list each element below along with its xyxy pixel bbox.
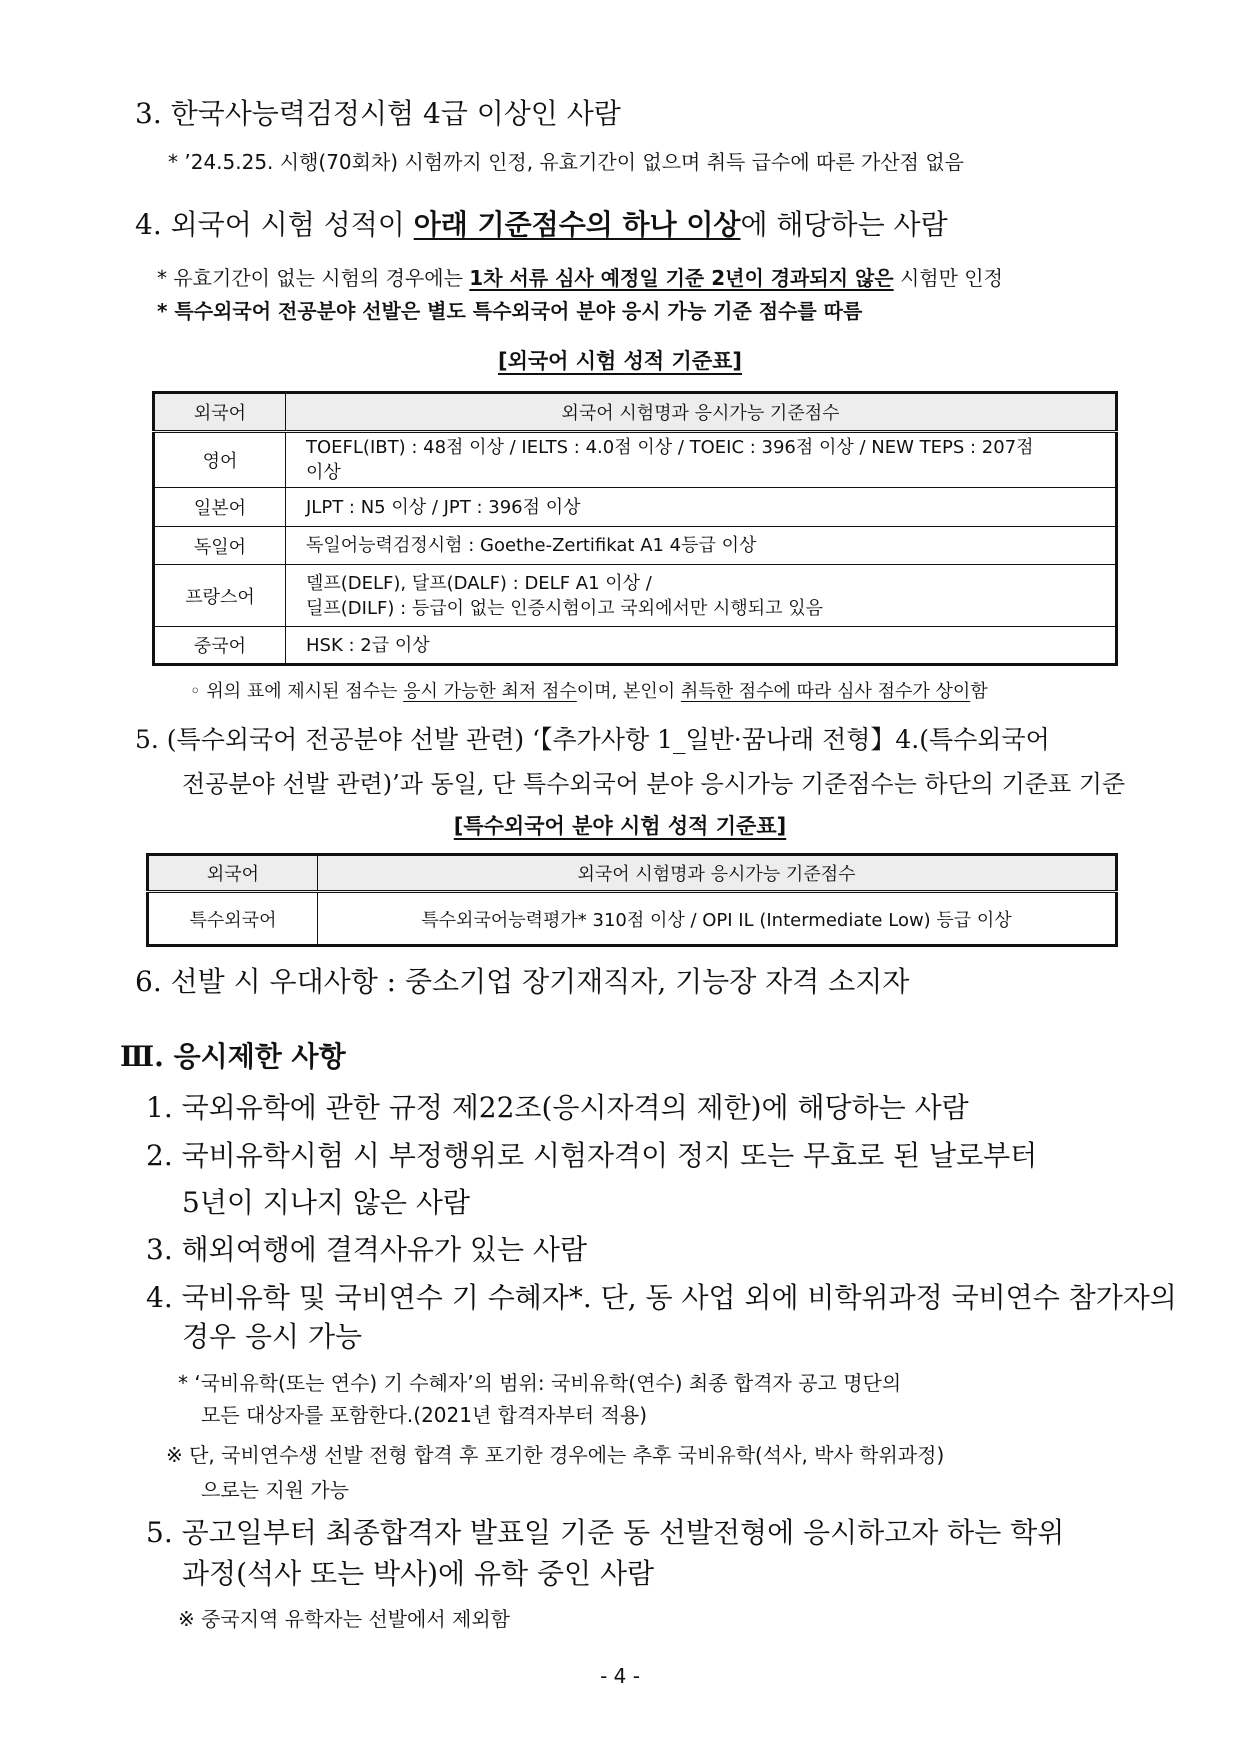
criteria-cell — [286, 432, 1117, 488]
item-3-note: * ’24.5.25. 시행(70회차) 시험까지 인정, 유효기간이 없으며 취득 급수에 따른 가산점 없음 — [168, 150, 964, 174]
item-6: 6. 선발 시 우대사항 : 중소기업 장기재직자, 기능장 자격 소지자 — [135, 965, 910, 998]
note-emphasis: 1차 서류 심사 예정일 기준 2년이 경과되지 않은 — [469, 266, 894, 290]
language-cell: 특수외국어 — [148, 892, 318, 946]
restriction-4-note: * ‘국비유학(또는 연수) 기 수혜자’의 범위: 국비유학(연수) 최종 합격자 공고 명단의 — [178, 1371, 902, 1395]
restriction-4-cont: 경우 응시 가능 — [182, 1320, 363, 1353]
table-row — [154, 488, 1117, 527]
criteria-line: 이상 — [306, 462, 341, 484]
restriction-4-remark: ※ 단, 국비연수생 선발 전형 합격 후 포기한 경우에는 추후 국비유학(석사, 박사 학위과정) — [166, 1443, 945, 1467]
item-5-line-2: 전공분야 선발 관련)’과 동일, 단 특수외국어 분야 응시가능 기준점수는 하단의 기준표 기준 — [182, 770, 1126, 798]
footnote-text: 함 — [970, 681, 988, 702]
criteria-line: TOEFL(IBT) : 48점 이상 / IELTS : 4.0점 이상 / TOEIC : 396점 이상 / NEW TEPS : 207점 — [306, 437, 1034, 458]
table-2-title: [특수외국어 분야 시험 성적 기준표] — [453, 814, 787, 838]
restriction-5: 5. 공고일부터 최종합격자 발표일 기준 동 선발전형에 응시하고자 하는 학위 — [146, 1516, 1065, 1549]
table-row — [154, 627, 1117, 665]
item-5-line-1: 5. (특수외국어 전공분야 선발 관련) ‘【추가사항 1_일반·꿈나래 전형】4.(특수외국어 — [135, 725, 1050, 754]
restriction-2-cont: 5년이 지나지 않은 사람 — [182, 1186, 470, 1219]
table-1-footnote — [190, 683, 988, 701]
criteria-cell: HSK : 2급 이상 — [286, 627, 1117, 665]
col-header-language: 외국어 — [148, 855, 318, 892]
col-header-language: 외국어 — [154, 393, 286, 432]
restriction-2: 2. 국비유학시험 시 부정행위로 시험자격이 정지 또는 무효로 된 날로부터 — [146, 1139, 1038, 1172]
restriction-4-note-cont: 모든 대상자를 포함한다.(2021년 합격자부터 적용) — [201, 1403, 648, 1427]
footnote-text: ◦ 위의 표에 제시된 점수는 — [190, 681, 404, 702]
table-row — [154, 565, 1117, 627]
restriction-4: 4. 국비유학 및 국비연수 기 수혜자*. 단, 동 사업 외에 비학위과정 국비연수 참가자의 — [146, 1281, 1177, 1314]
col-header-criteria: 외국어 시험명과 응시가능 기준점수 — [286, 393, 1117, 432]
language-cell: 영어 — [154, 432, 286, 488]
item-4 — [135, 208, 948, 241]
item-4-emphasis: 아래 기준점수의 하나 이상 — [413, 208, 741, 241]
criteria-cell: 독일어능력검정시험 : Goethe-Zertifikat A1 4등급 이상 — [286, 527, 1117, 565]
language-cell: 일본어 — [154, 488, 286, 527]
item-4-post: 에 해당하는 사람 — [740, 208, 948, 241]
restriction-4-remark-cont: 으로는 지원 가능 — [201, 1478, 349, 1502]
item-4-note-1 — [157, 268, 1003, 288]
page-number: - 4 - — [600, 1664, 640, 1688]
restriction-5-remark: ※ 중국지역 유학자는 선발에서 제외함 — [178, 1607, 510, 1631]
restriction-1: 1. 국외유학에 관한 규정 제22조(응시자격의 제한)에 해당하는 사람 — [146, 1091, 969, 1124]
note-text: * 유효기간이 없는 시험의 경우에는 — [157, 266, 470, 290]
section-3-title: Ⅲ. 응시제한 사항 — [120, 1040, 346, 1073]
table-row — [154, 432, 1117, 488]
criteria-cell: JLPT : N5 이상 / JPT : 396점 이상 — [286, 488, 1117, 527]
col-header-criteria: 외국어 시험명과 응시가능 기준점수 — [318, 855, 1117, 892]
note-text: 시험만 인정 — [893, 266, 1003, 290]
item-4-note-2: * 특수외국어 전공분야 선발은 별도 특수외국어 분야 응시 가능 기준 점수를 따름 — [157, 299, 863, 323]
criteria-line: 델프(DELF), 달프(DALF) : DELF A1 이상 / — [306, 572, 652, 594]
language-cell: 독일어 — [154, 527, 286, 565]
table-1-title: [외국어 시험 성적 기준표] — [498, 349, 742, 373]
foreign-language-score-table — [152, 391, 1118, 666]
restriction-3: 3. 해외여행에 결격사유가 있는 사람 — [146, 1233, 587, 1266]
special-language-score-table — [146, 853, 1118, 947]
language-cell: 프랑스어 — [154, 565, 286, 627]
table-row — [154, 527, 1117, 565]
language-cell: 중국어 — [154, 627, 286, 665]
table-row — [148, 892, 1117, 946]
criteria-cell — [286, 565, 1117, 627]
footnote-underlined: 응시 가능한 최저 점수 — [403, 681, 577, 702]
item-4-pre: 4. 외국어 시험 성적이 — [135, 208, 414, 241]
criteria-line: 딜프(DILF) : 등급이 없는 인증시험이고 국외에서만 시행되고 있음 — [306, 597, 824, 619]
footnote-text: 이며, 본인이 — [576, 681, 681, 702]
criteria-cell: 특수외국어능력평가* 310점 이상 / OPI IL (Intermediate Low) 등급 이상 — [318, 892, 1117, 946]
item-3: 3. 한국사능력검정시험 4급 이상인 사람 — [135, 97, 621, 130]
restriction-5-cont: 과정(석사 또는 박사)에 유학 중인 사람 — [182, 1557, 655, 1590]
footnote-underlined: 취득한 점수에 따라 심사 점수가 상이 — [680, 681, 971, 702]
